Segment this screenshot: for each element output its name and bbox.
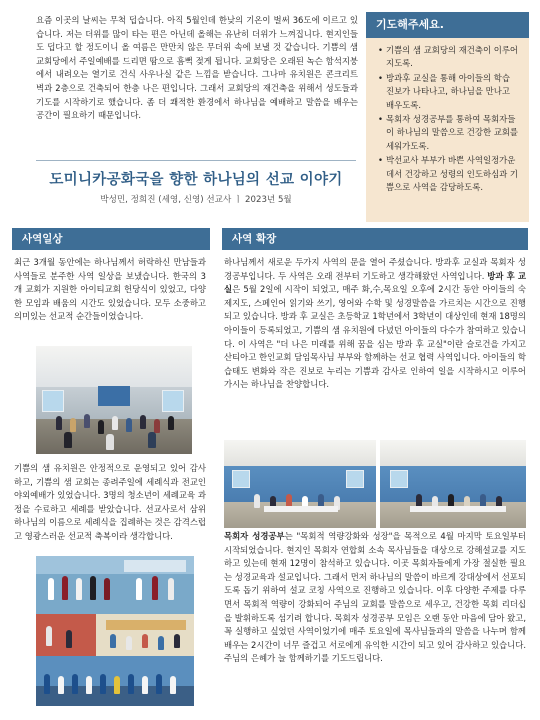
newsletter-subtitle: 박성민, 정희진 (세영, 신영) 선교사 ㅣ 2023년 5월	[100, 195, 292, 205]
after-school-detail-text: 은 5월 2일에 시작이 되었고, 매주 화,수,목요일 오후에 2시간 동안 아이들의 숙제지도, 스페인어 읽기와 쓰기, 영어와 수학 및 성경말씀을 가르치는 시간으로 진행되고 있습니다. 방과 후 교실은 초등학교 1학년에서 3학년이 대상인데 현재 18명의 아이들이 등록되었고, 기쁨의 샘 유치원에 다녔던 아이들의 다수가 참여하고 있습니다. 이 사역은 "더 나은 미래를 위해 꿈을 심는 방과 후 교실"이란 슬로건을 가지고 산티아고 한인교회 담임목사님 부부와 함께하는 선교 협력 사역입니다. 아이들의 학습태도 변화와 작은 진보로 누리는 기쁨과 감사로 인하여 일을 시작하시고 이루어 가시는 하나님을 찬양합니다.	[224, 284, 526, 390]
church-dedication-photo	[36, 346, 192, 454]
pastors-study-photo-2	[380, 440, 526, 528]
after-school-intro-text: 하나님께서 새로운 두가지 사역의 문을 열어 주셨습니다. 방과후 교실과 목회자 성경공부입니다. 두 사역은 오래 전부터 기도하고 생각해왔던 사역입니다.	[224, 257, 526, 281]
daily-ministry-paragraph-2: 기쁨의 샘 유치원은 안정적으로 운영되고 있어 감사하고, 기쁨의 샘 교회는 종려주일에 세례식과 전교인 야외예배가 있었습니다. 3명의 청소년이 세례교육 과정을 수료하고 세례를 받았습니다. 선교사로서 삼위 하나님의 이름으로 세례식을 집례하는 것은 감격스럽고 영광스러운 선교적 축복이라 생각합니다.	[14, 463, 206, 541]
section-heading-daily-ministry: 사역일상	[12, 228, 210, 250]
intro-paragraph: 요즘 이곳의 날씨는 무척 덥습니다. 아직 5월인데 한낮의 기온이 벌써 36도에 이르고 있습니다. 저는 더위를 많이 타는 편은 아닌데 올해는 유난히 더위가 느껴집니다. 현지인들도 덥다고 할 정도이니 올 여름은 만만치 않은 무더위 속에 보낼 것 같습니다. 기쁨의 샘 교회당에서 주일예배를 드리면 땀으로 흠뻑 젖게 됩니다. 교회당은 오래된 녹슨 함석지붕에서 내려오는 열기로 건식 사우나실 같은 느낌을 받습니다. 그나마 유치원은 콘크리트 벽과 2층으로 건축되어 한층 나은 편입니다. 그래서 교회당의 재건축을 위해서 성도들과 기도를 시작하기로 했습니다. 좀 더 쾌적한 환경에서 하나님을 예배하고 말씀을 배우는 공간이 필요하기 때문입니다.	[36, 15, 358, 121]
prayer-item: • 기쁨의 샘 교회당의 재건축이 이루어지도록.	[378, 44, 519, 71]
pastors-study-detail-text: 는 "목회적 역량강화와 성장"을 목적으로 4월 마지막 토요일부터 시작되었습니다. 현지인 목회자 연합회 소속 목사님들을 대상으로 강해설교를 지도하고 있는데 현재 12명이 참석하고 있습니다. 이곳 목회자들에게 가장 절실한 필요는 성경교육과 설교입니다. 그래서 먼저 하나님의 말씀이 바르게 강대상에서 선포되도록 돕기 위하여 설교 코칭 사역으로 진행하고 있습니다. 이후 다양한 주제를 다루면서 목회적 역량이 강화되어 주님의 교회를 말씀으로 세우고, 건강한 목회 리더십을 발휘하도록 섬기려 합니다. 목회자 성경공부 모임은 오랜 동안 마음에 담아 왔고, 꼭 실행하고 싶었던 사역이었기에 매주 토요일에 목사님들과의 말씀을 나누며 함께 배우는 2시간이 너무 즐겁고 서로에게 유익한 시간이 되고 있어 감사하고 있습니다. 주님의 은혜가 늘 함께하기를 기도드립니다.	[224, 531, 526, 664]
section-heading-ministry-expansion: 사역 확장	[222, 228, 528, 250]
prayer-item: • 방과후 교실을 통해 아이들의 학습 진보가 나타나고, 하나님을 만나고 배우도록.	[378, 72, 519, 112]
pastors-study-photo-1	[224, 440, 376, 528]
baptism-photo	[36, 556, 194, 614]
pastors-study-highlight: 목회자 성경공부	[224, 531, 285, 541]
prayer-list	[366, 38, 529, 194]
prayer-item: • 박선교사 부부가 바쁜 사역일정가운데서 건강하고 성령의 인도하심과 기쁨으로 사역을 감당하도록.	[378, 154, 519, 194]
prayer-heading: 기도해주세요.	[366, 12, 529, 38]
kids-class-photo	[36, 614, 194, 656]
after-school-highlight: 방과 후 교실	[224, 270, 526, 295]
newsletter-title: 도미니카공화국을 향한 하나님의 선교 이야기	[49, 172, 343, 188]
prayer-item: • 목회자 성경공부를 통하여 목회자들이 하나님의 말씀으로 건강한 교회를 세워가도록.	[378, 113, 519, 153]
kids-group-photo	[36, 656, 194, 706]
ministry-expansion-paragraph-2	[224, 530, 526, 666]
title-divider	[36, 160, 356, 161]
daily-ministry-paragraph-1: 최근 3개월 동안에는 하나님께서 허락하신 만남들과 사역들로 분주한 사역 일상을 보냈습니다. 한국의 3개 교회가 지원한 아이티교회 헌당식이 있었고, 다양한 모임과 배움의 시간도 있었습니다. 모두 소중하고 의미있는 선교적 순간들이었습니다.	[14, 257, 206, 322]
ministry-expansion-paragraph-1	[224, 256, 526, 392]
prayer-request-box	[366, 12, 529, 222]
